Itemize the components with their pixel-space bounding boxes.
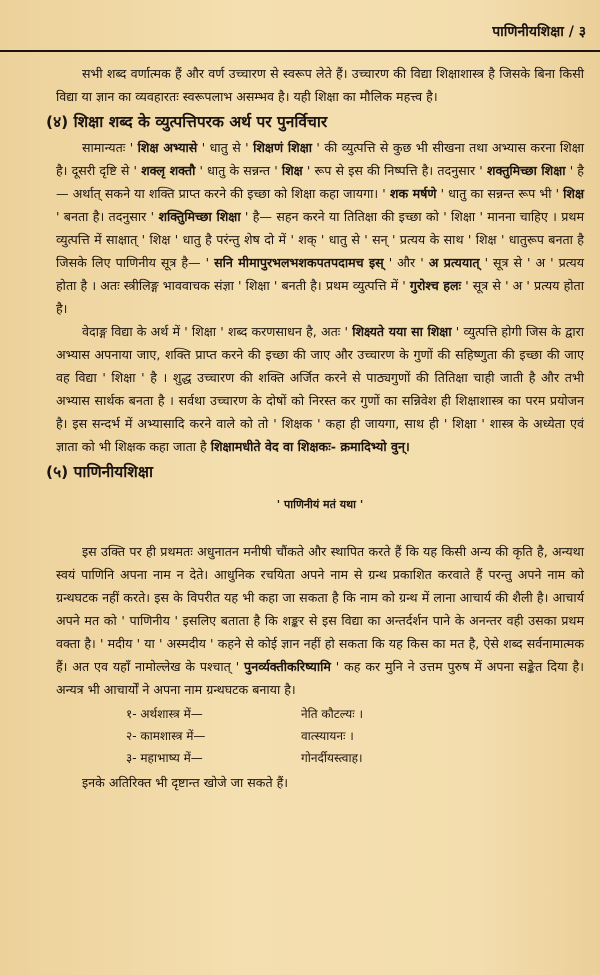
quotation: ' पाणिनीयं मतं यथा ' [276, 498, 364, 511]
header-rule [0, 50, 600, 52]
list-item: २- कामशास्त्र में— वात्स्यायनः । [126, 729, 354, 743]
paragraph-paniniya: इस उक्ति पर ही प्रथमतः अधुनातन मनीषी चौंकते और स्थापित करते हैं कि यह किसी अन्य की कृति है, अन्यथा स्वयं पाणिनि अपना नाम न देते। आधुनिक रचयिता अपने नाम से ग्रन्थ प्रकाशित करवाते हैं परन्तु अपने नाम को ग्रन्थघटक नहीं करते। इस के विपरीत यह भी कहा जा सकता है कि नाम को ग्रन्थ में लाना आचार्य की शैली है। आचार्य अपने मत को ' पाणिनीय ' इसलिए बताता है कि शङ्कर से इस विद्या का अन्तर्दर्शन पाने के अनन्तर वही उसका प्रथम वक्ता है। ' मदीय ' या ' अस्मदीय ' कहने से कोई ज्ञान नहीं हो सकता कि यह किस का मत है, ऐसे शब्द सर्वनामात्मक हैं। अत एव यहाँ नामोल्लेख के पश्चात् ' पुनर्व्यक्तीकरिष्यामि ' कह कर मुनि ने उत्तम पुरुष में अपना सङ्केत दिया है। अन्यत्र भी आचार्यों ने अपना नाम ग्रन्थघटक बनाया है। [56, 544, 584, 697]
paragraph-etymology: सामान्यतः ' शिक्ष अभ्यासे ' धातु से ' शिक्षणं शिक्षा ' की व्युत्पत्ति से कुछ भी सीखना तथा अभ्यास करना शिक्षा है। दूसरी दृष्टि से ' शक्लृ शक्तौ ' धातु के सन्नन्त ' शिक्ष ' रूप से इस की निष्पत्ति है। तदनुसार ' शक्तुमिच्छा शिक्षा ' है — अर्थात् सकने या शक्ति प्राप्त करने की इच्छा को शिक्षा कहा जायगा। ' शक मर्षणे ' धातु का सन्नन्त रूप भी ' शिक्ष ' बनता है। तदनुसार ' शक्तिुमिच्छा शिक्षा ' है— सहन करने या तितिक्षा की इच्छा को ' शिक्षा ' मानना चाहिए । प्रथम व्युत्पत्ति में साक्षात् ' शिक्ष ' धातु है परंन्तु शेष दो में ' शक् ' धातु से ' सन् ' प्रत्यय के साथ ' शिक्ष ' धातुरूप बनता है जिसके लिए पाणिनीय सूत्र है— ' सनि मीमापुरभलभशकपतपदामच इस् ' और ' अ प्रत्ययात् ' सूत्र से ' अ ' प्रत्यय होता है । अतः स्त्रीलिङ्ग भाववाचक संज्ञा ' शिक्षा ' बनती है। प्रथम व्युत्पत्ति में ' गुरोश्च हलः ' सूत्र से ' अ ' प्रत्यय होता है। [56, 140, 585, 316]
list-item: १- अर्थशास्त्र में— नेति कौटल्यः । [126, 707, 364, 721]
page-content [46, 62, 585, 794]
paragraph-vedanga: वेदाङ्ग विद्या के अर्थ में ' शिक्षा ' शब्द करणसाधन है, अतः ' शिक्ष्यते यया सा शिक्षा ' व्युत्पत्ति होगी जिस के द्वारा अभ्यास अपनाया जाए, शक्ति प्राप्त करने की इच्छा की जाए और उच्चारण के गुणों की सहिष्णुता की इच्छा की जाए वह विद्या ' शिक्षा ' है । शुद्ध उच्चारण की शक्ति अर्जित करने से पाठ्यगुणों की तितिक्षा चाही जाती है और तभी अभ्यास सार्थक बनता है । सर्वथा उच्चारण के दोषों को निरस्त कर गुणों का सन्निवेश ही शिक्षाशास्त्र का परम प्रयोजन है। इस सन्दर्भ में अभ्यासादि करने वाले को तो ' शिक्षक ' कहा ही जायगा, साथ ही ' शिक्षा ' शास्त्र के अध्येता एवं ज्ञाता को भी शिक्षक कहा जाता है शिक्षामधीते वेद वा शिक्षकः- क्रमादिभ्यो वुन्। [56, 324, 584, 454]
running-head: पाणिनीयशिक्षा / ३ [492, 24, 586, 40]
list-item: ३- महाभाष्य में— गोनर्दीयस्त्वाह। [126, 751, 363, 765]
paragraph-intro: सभी शब्द वर्णात्मक हैं और वर्ण उच्चारण से स्वरूप लेते हैं। उच्चारण की विद्या शिक्षाशास्त्र है जिसके बिना किसी विद्या या ज्ञान का व्यवहारतः स्वरूपलाभ असम्भव है। यही शिक्षा का मौलिक महत्त्व है। [56, 66, 584, 104]
section-heading-4: (४) शिक्षा शब्द के व्युत्पत्तिपरक अर्थ पर पुनर्विचार [46, 113, 328, 131]
section-heading-5: (५) पाणिनीयशिक्षा [46, 463, 153, 481]
closing-line: इनके अतिरिक्त भी दृष्टान्त खोजे जा सकते हैं। [82, 775, 289, 790]
example-list [56, 703, 584, 769]
